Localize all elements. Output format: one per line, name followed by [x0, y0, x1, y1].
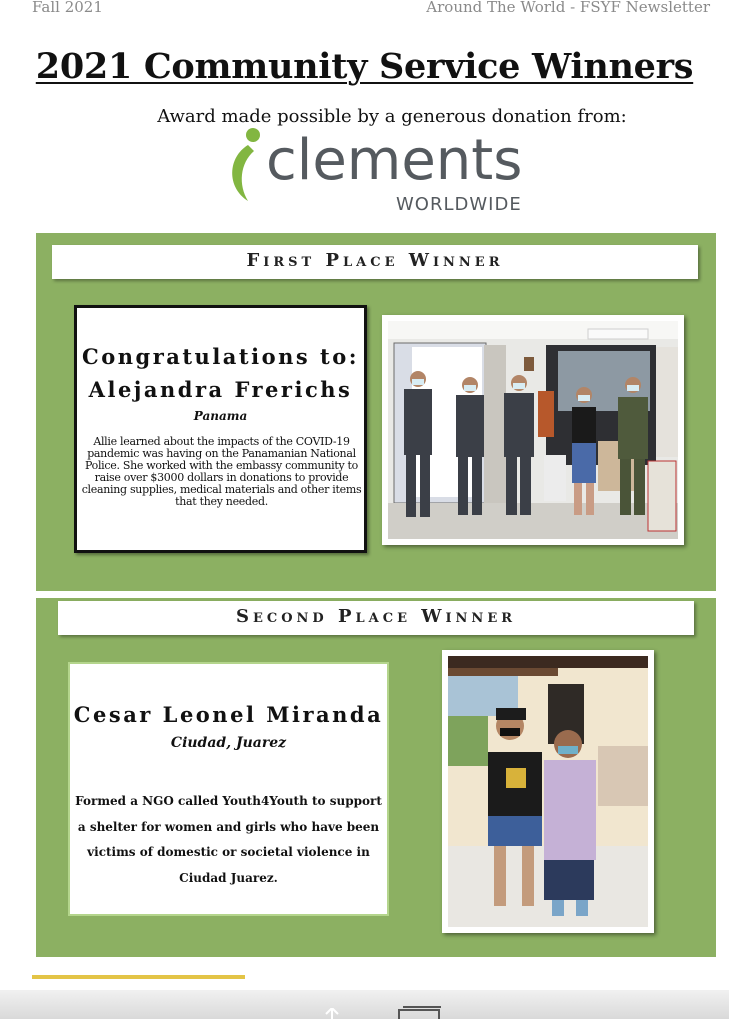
page-title: 2021 Community Service Winners	[35, 46, 694, 87]
running-header	[0, 0, 729, 18]
first-place-panel	[36, 233, 716, 591]
portrait-photo-image	[448, 656, 648, 927]
winner-location: Ciudad, Juarez	[170, 735, 287, 751]
sponsor-name: clements	[266, 128, 523, 193]
sponsor-tagline: WORLDWIDE	[396, 194, 522, 215]
pages-icon[interactable]	[397, 1006, 443, 1019]
reading-progress-fill	[32, 975, 245, 979]
sponsor-caption: Award made possible by a generous donation from:	[157, 106, 627, 127]
second-place-banner: Second Place Winner	[58, 601, 694, 635]
second-place-panel	[36, 598, 716, 957]
winner-name: Alejandra Frerichs	[88, 377, 353, 402]
newsletter-name: Around The World - FSYF Newsletter	[426, 0, 710, 16]
second-place-photo	[442, 650, 654, 933]
group-photo-image	[388, 321, 678, 539]
winner-description: Formed a NGO called Youth4Youth to support a shelter for women and girls who have been victims of domestic or societal violence in Ciudad Juarez.	[75, 794, 382, 885]
sponsor-logo	[226, 125, 556, 217]
bottom-toolbar	[0, 990, 729, 1019]
first-place-banner: First Place Winner	[52, 245, 698, 279]
first-place-photo	[382, 315, 684, 545]
first-place-card	[74, 305, 367, 553]
reading-progress-bar	[32, 975, 697, 979]
share-icon[interactable]	[320, 1008, 344, 1019]
winner-location: Panama	[193, 409, 248, 423]
issue-date: Fall 2021	[32, 0, 103, 16]
winner-name: Cesar Leonel Miranda	[73, 702, 384, 727]
winner-description: Allie learned about the impacts of the COVID-19 pandemic was having on the Panamanian National Police. She worked with the embassy community to raise over $3000 dollars in donations to provide cleaning supplies, medical materials and other items that they needed.	[81, 435, 362, 508]
second-place-card	[68, 662, 389, 916]
congratulations-heading: Congratulations to:	[82, 344, 359, 369]
